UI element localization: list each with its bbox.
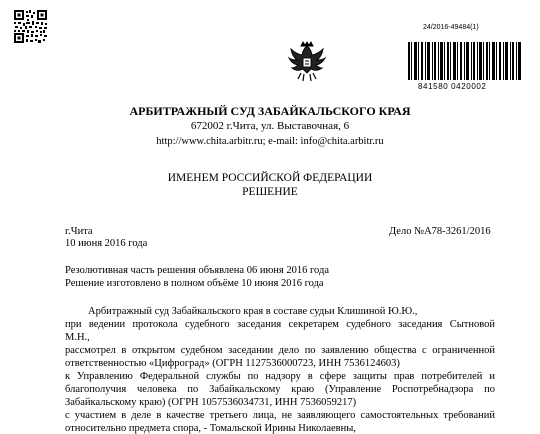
barcode-icon [408, 42, 522, 80]
resolution-announced: Резолютивная часть решения объявлена 06 июня 2016 года [65, 265, 329, 276]
heading-decision: РЕШЕНИЕ [242, 186, 298, 198]
document-code: 24/2016-49484(1) [423, 24, 479, 31]
body-line: с участием в деле в качестве третьего лица, не заявляющего самостоятельных требований [65, 410, 495, 421]
body-line: к Управлению Федеральной службы по надзору в сфере защиты прав потребителей и [65, 371, 495, 382]
full-decision-made: Решение изготовлено в полном объёме 10 июня 2016 года [65, 278, 324, 289]
court-contacts: http://www.chita.arbitr.ru; e-mail: info@chita.arbitr.ru [156, 136, 384, 147]
case-number: Дело №А78-3261/2016 [389, 226, 491, 237]
court-address: 672002 г.Чита, ул. Выставочная, 6 [190, 120, 350, 132]
body-line: Забайкальскому краю) (ОГРН 1057536034731, ИНН 7536059217) [65, 397, 357, 408]
decision-date: 10 июня 2016 года [65, 238, 148, 249]
russian-coat-of-arms-icon [287, 40, 327, 84]
body-line: благополучия человека по Забайкальскому краю (Управление Роспотребнадзора по [65, 384, 495, 395]
court-name: АРБИТРАЖНЫЙ СУД ЗАБАЙКАЛЬСКОГО КРАЯ [129, 104, 411, 118]
body-line: относительно предмета спора, - Томальской Ирины Николаевны, [65, 423, 356, 434]
body-line: М.Н., [65, 332, 90, 343]
body-line: рассмотрел в открытом судебном заседании дело по заявлению общества с ограниченной [65, 345, 495, 356]
heading-federation: ИМЕНЕМ РОССИЙСКОЙ ФЕДЕРАЦИИ [167, 172, 373, 184]
qr-code-icon [14, 10, 47, 43]
body-line: ответственностью «Цифроград» (ОГРН 1127536000723, ИНН 7536124603) [65, 358, 400, 369]
barcode-number: 841580 0420002 [418, 82, 487, 91]
city: г.Чита [65, 226, 93, 237]
body-line: Арбитражный суд Забайкальского края в составе судьи Клишиной Ю.Ю., [88, 306, 418, 317]
body-line: при ведении протокола судебного заседания секретарем судебного заседания Сытновой [65, 319, 495, 330]
